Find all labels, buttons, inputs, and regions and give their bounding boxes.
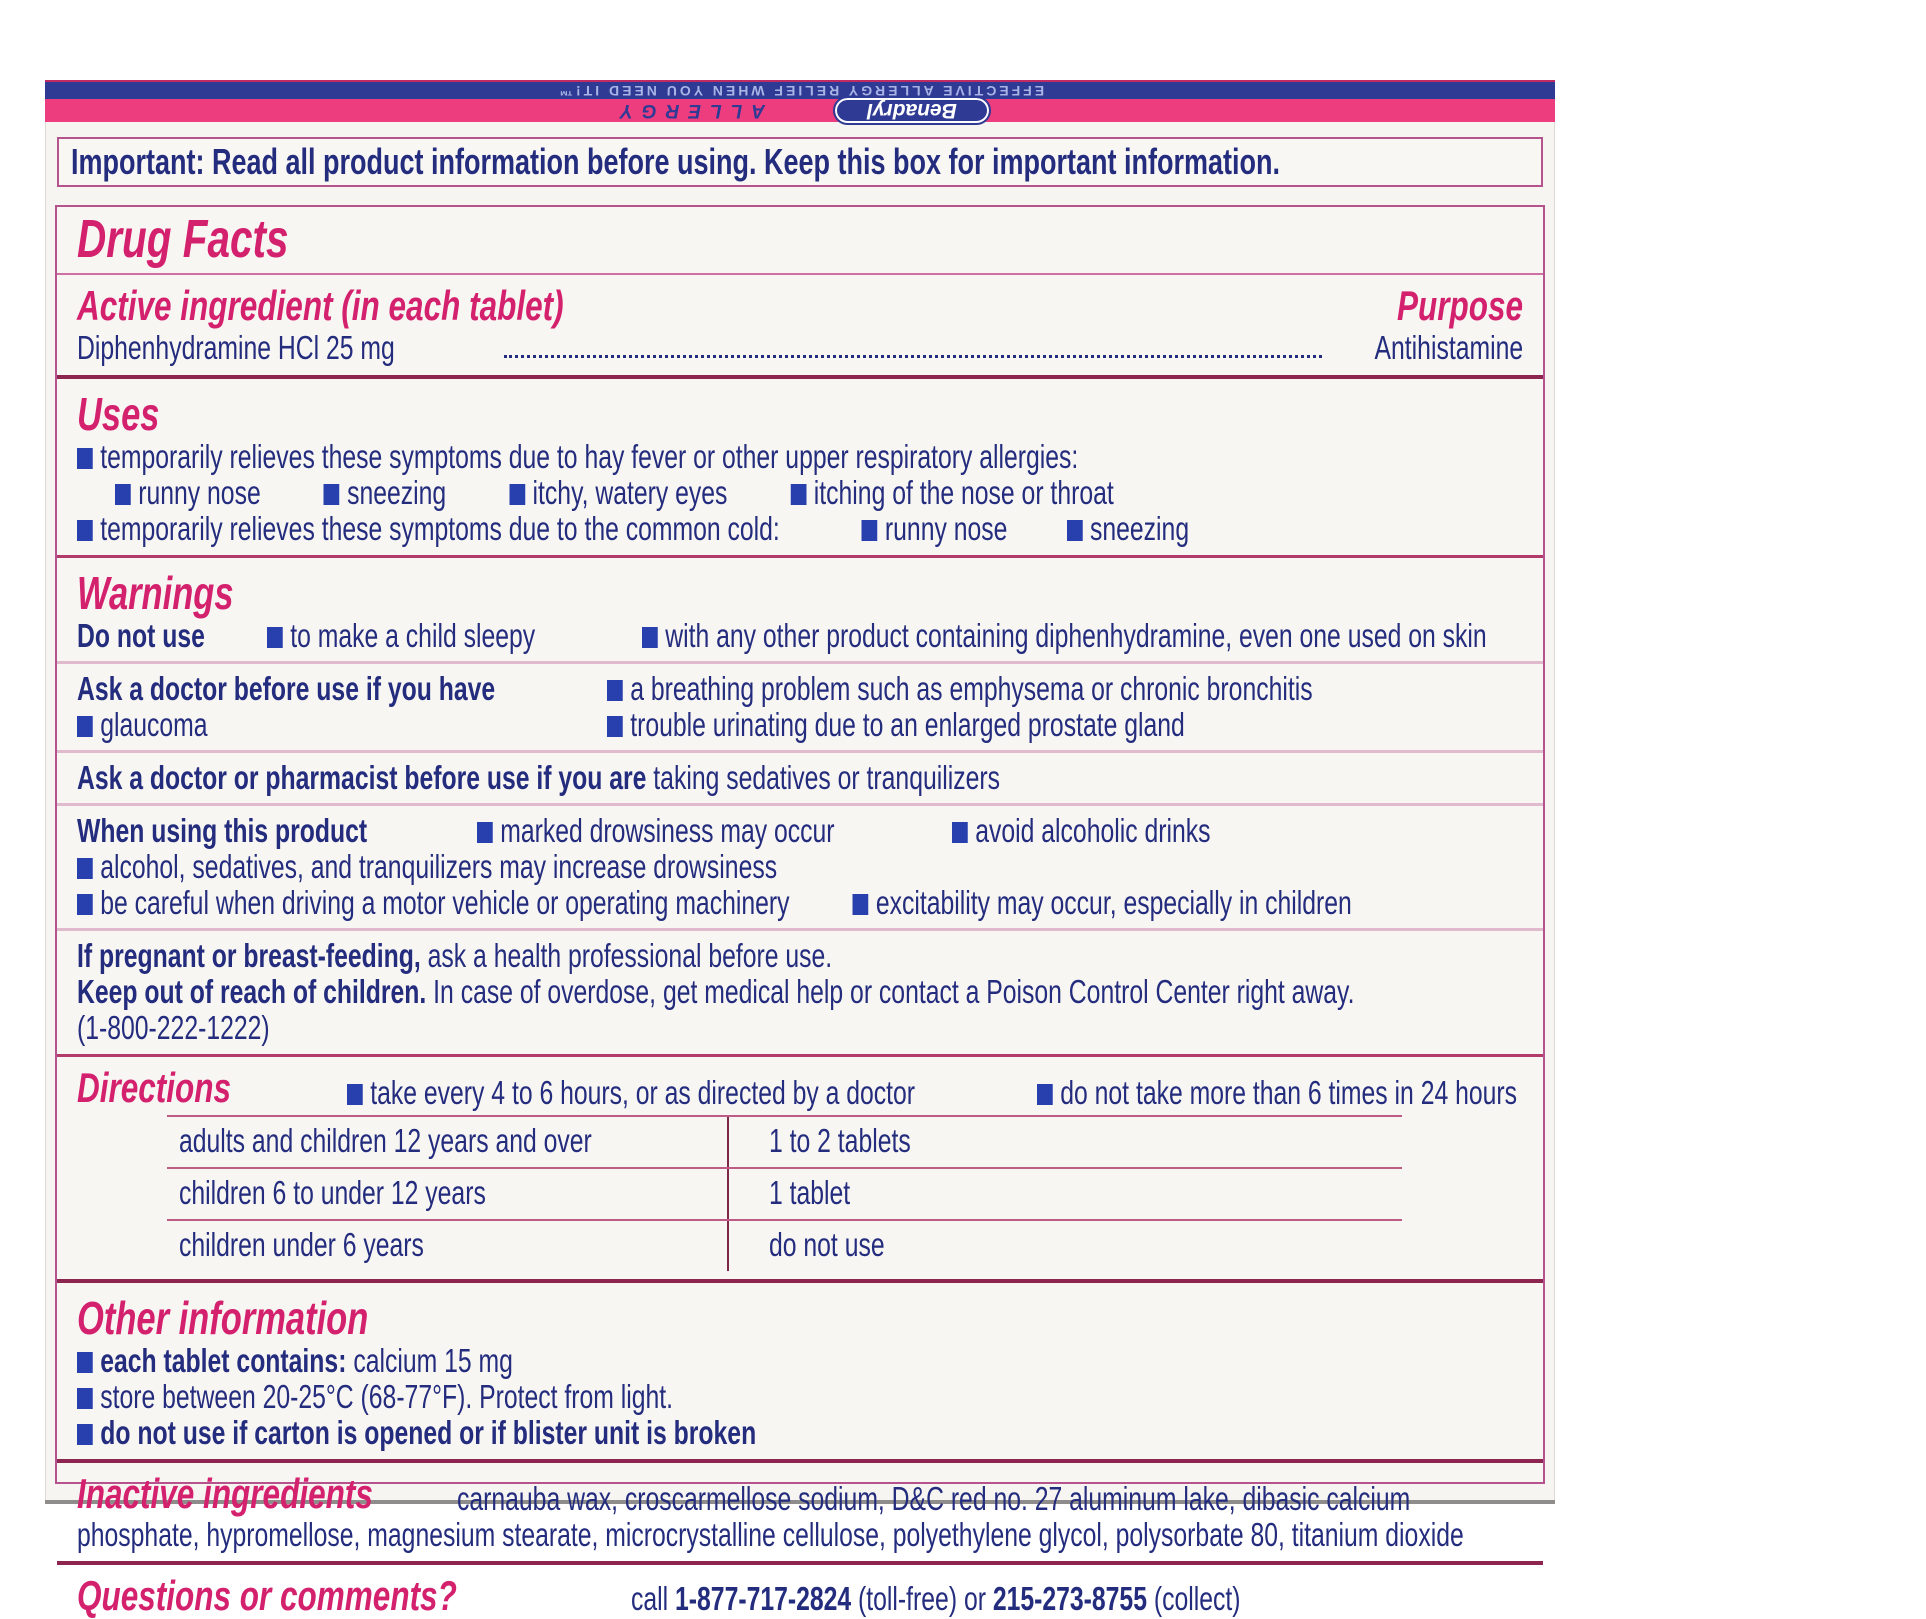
divider: [57, 928, 1543, 931]
table-row: [167, 1115, 1402, 1167]
divider: [57, 750, 1543, 753]
active-ingredient-heading: Active ingredient (in each tablet): [77, 282, 564, 329]
uses-bullet-2: temporarily relieves these symptoms due to the common cold: runny nose sneezing: [77, 511, 1523, 547]
directions-heading: Directions: [77, 1064, 232, 1111]
when-using-lead: When using this product: [77, 812, 368, 849]
age-group: children 6 to under 12 years: [179, 1174, 486, 1211]
divider: [57, 661, 1543, 664]
drug-facts-box: [55, 205, 1545, 1619]
bullet-square-icon: [115, 484, 131, 505]
bullet-square-icon: [607, 680, 623, 701]
package-back-panel: [45, 80, 1555, 1619]
flap-tagline: EFFECTIVE ALLERGY RELIEF WHEN YOU NEED IT!™: [555, 82, 1045, 99]
phone-toll-free: 1-877-717-2824: [675, 1580, 852, 1617]
dose: do not use: [769, 1226, 885, 1263]
bullet-square-icon: [77, 894, 93, 915]
questions-row: [77, 1573, 1523, 1619]
section-divider: [57, 1561, 1543, 1565]
section-divider: [57, 1459, 1543, 1463]
benadryl-logo: Benadryl: [835, 98, 989, 123]
bullet-square-icon: [77, 858, 93, 879]
poison-control-phone: (1-800-222-1222): [77, 1009, 270, 1046]
bullet-square-icon: [77, 520, 93, 541]
ask-doctor-lead: Ask a doctor before use if you have: [77, 670, 496, 707]
flap-logo-row: [45, 97, 1555, 124]
do-not-use-row: Do not use to make a child sleepy with any other product containing diphenhydramine, even one used on skin: [77, 617, 1487, 654]
dose: 1 to 2 tablets: [769, 1122, 911, 1159]
questions-heading: Questions or comments?: [77, 1572, 457, 1619]
bullet-square-icon: [509, 484, 525, 505]
leader-dots: [504, 355, 1322, 358]
age-group: adults and children 12 years and over: [179, 1122, 592, 1159]
ask-doctor-row-2: glaucoma trouble urinating due to an enlarged prostate gland: [77, 707, 1523, 743]
keep-out-row: Keep out of reach of children. In case of overdose, get medical help or contact a Poison Control Center right away.: [77, 973, 1355, 1010]
bullet-square-icon: [607, 716, 623, 737]
dose: 1 tablet: [769, 1174, 851, 1211]
ask-doctor-row-1: Ask a doctor before use if you have a breathing problem such as emphysema or chronic bronchitis: [77, 670, 1313, 707]
age-group: children under 6 years: [179, 1226, 424, 1263]
bullet-square-icon: [642, 627, 658, 648]
ingredient-purpose: Antihistamine: [1374, 329, 1523, 366]
bullet-square-icon: [267, 627, 283, 648]
divider: [57, 803, 1543, 806]
inactive-ingredients-row-1: Inactive ingredients carnauba wax, croscarmellose sodium, D&C red no. 27 aluminum lake, dibasic calcium: [77, 1470, 1411, 1517]
inactive-ingredients-heading: Inactive ingredients: [77, 1470, 373, 1517]
other-info-bullet-1: each tablet contains: calcium 15 mg: [77, 1343, 1523, 1379]
pregnant-row: If pregnant or breast-feeding, ask a health professional before use.: [77, 937, 833, 974]
bullet-square-icon: [77, 1352, 93, 1373]
allergy-wordmark: ALLERGY: [611, 100, 765, 122]
directions-header-row: Directions take every 4 to 6 hours, or as directed by a doctor do not take more than 6 times in 24 hours: [77, 1064, 1518, 1111]
bullet-square-icon: [77, 1388, 93, 1409]
section-divider: [57, 1054, 1543, 1057]
uses-bullet-1: temporarily relieves these symptoms due to hay fever or other upper respiratory allergies:: [77, 439, 1523, 475]
section-divider: [57, 1279, 1543, 1283]
bullet-square-icon: [324, 484, 340, 505]
table-row: [167, 1219, 1402, 1271]
bullet-square-icon: [862, 520, 878, 541]
pregnant-lead: If pregnant or breast-feeding,: [77, 937, 421, 974]
bullet-square-icon: [1067, 520, 1083, 541]
dosage-table: [167, 1115, 1402, 1271]
bullet-square-icon: [1037, 1084, 1053, 1105]
bullet-square-icon: [77, 448, 93, 469]
phone-collect: 215-273-8755: [993, 1580, 1148, 1617]
inactive-ingredients-row-2: phosphate, hypromellose, magnesium stearate, microcrystalline cellulose, polyethylene glycol, polysorbate 80, titanium dioxide: [77, 1516, 1464, 1553]
do-not-use-lead: Do not use: [77, 617, 205, 654]
box-top-flap: [45, 80, 1555, 122]
important-notice-text: Important: Read all product information before using. Keep this box for important information.: [71, 141, 1281, 182]
bullet-square-icon: [791, 484, 807, 505]
questions-phones: call 1-877-717-2824 (toll-free) or 215-273-8755 (collect): [631, 1580, 1241, 1617]
bullet-square-icon: [477, 822, 493, 843]
other-info-bullet-3: do not use if carton is opened or if blister unit is broken: [77, 1415, 1523, 1451]
bullet-square-icon: [347, 1084, 363, 1105]
active-ingredient-header-row: [77, 283, 1523, 329]
other-info-heading: Other information: [77, 1292, 369, 1344]
drug-facts-title: Drug Facts: [77, 209, 289, 269]
ask-pharmacist-lead: Ask a doctor or pharmacist before use if you are: [77, 759, 647, 796]
bullet-square-icon: [77, 1424, 93, 1445]
drug-facts-title-row: [77, 211, 1523, 267]
bullet-square-icon: [952, 822, 968, 843]
purpose-heading: Purpose: [1396, 282, 1523, 329]
keep-out-lead: Keep out of reach of children.: [77, 973, 427, 1010]
when-using-row-1: When using this product marked drowsiness may occur avoid alcoholic drinks: [77, 812, 1211, 849]
active-ingredient-row: [77, 329, 1523, 367]
uses-sub-bullets: runny nose sneezing itchy, watery eyes itching of the nose or throat: [115, 475, 1523, 511]
other-info-bullet-2: store between 20-25°C (68-77°F). Protect from light.: [77, 1379, 1523, 1415]
ingredient-name: Diphenhydramine HCl 25 mg: [77, 329, 395, 366]
uses-heading: Uses: [77, 388, 160, 440]
when-using-row-2: alcohol, sedatives, and tranquilizers may increase drowsiness: [77, 849, 1523, 885]
section-divider: [57, 375, 1543, 379]
bullet-square-icon: [853, 894, 869, 915]
divider: [57, 273, 1543, 275]
when-using-row-3: be careful when driving a motor vehicle or operating machinery excitability may occur, especially in children: [77, 885, 1523, 921]
section-divider: [57, 555, 1543, 558]
table-row: [167, 1167, 1402, 1219]
ask-pharmacist-row: Ask a doctor or pharmacist before use if you are taking sedatives or tranquilizers: [77, 759, 1000, 796]
bullet-square-icon: [77, 716, 93, 737]
warnings-heading: Warnings: [77, 567, 234, 619]
important-notice-box: [57, 137, 1543, 187]
